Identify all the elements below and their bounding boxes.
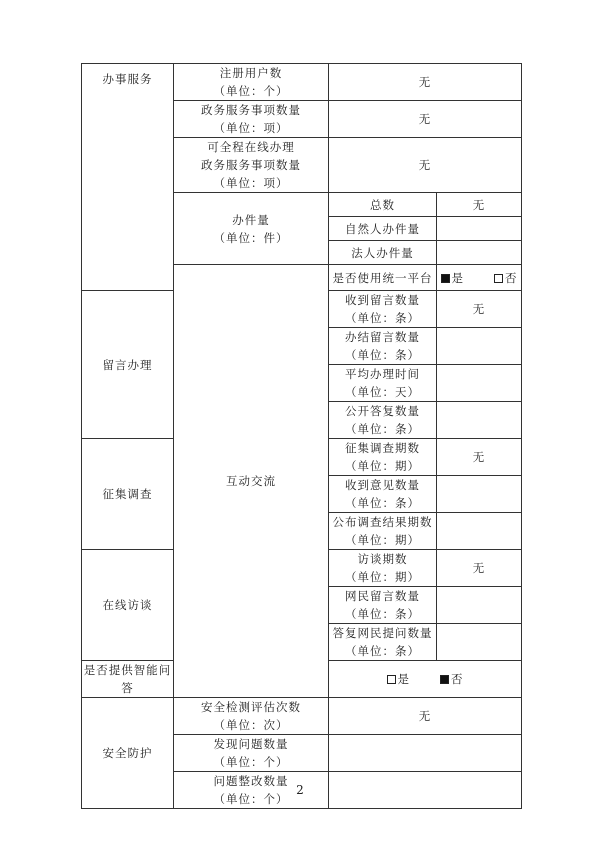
security-assessments-label: 安全检测评估次数 （单位：次）	[174, 698, 329, 735]
section-security: 安全防护	[82, 698, 174, 809]
volume-total-value: 无	[437, 193, 522, 217]
security-fixes-label: 问题整改数量 （单位：个）	[174, 772, 329, 809]
surveys-opinions-value	[437, 476, 522, 513]
surveys-opinions-label: 收到意见数量 （单位：条）	[329, 476, 437, 513]
interviews-messages-value	[437, 587, 522, 624]
interviews-replies-value	[437, 624, 522, 661]
interviews-periods-label: 访谈期数 （单位：期）	[329, 550, 437, 587]
volume-total-label: 总数	[329, 193, 437, 217]
interviews-replies-label: 答复网民提问数量 （单位：条）	[329, 624, 437, 661]
messages-public-replies-label: 公开答复数量 （单位：条）	[329, 402, 437, 439]
online-items-label: 可全程在线办理 政务服务事项数量 （单位：项）	[174, 138, 329, 193]
messages-public-replies-value	[437, 402, 522, 439]
online-items-value: 无	[329, 138, 522, 193]
volume-natural-label: 自然人办件量	[329, 217, 437, 241]
interviews-label: 在线访谈	[82, 550, 174, 661]
messages-received-value: 无	[437, 291, 522, 328]
surveys-label: 征集调查	[82, 439, 174, 550]
service-items-label: 政务服务事项数量 （单位：项）	[174, 101, 329, 138]
messages-closed-value	[437, 328, 522, 365]
volume-natural-value	[437, 217, 522, 241]
surveys-results-label: 公布调查结果期数 （单位：期）	[329, 513, 437, 550]
statistics-table	[81, 63, 522, 809]
messages-avg-time-value	[437, 365, 522, 402]
page-number: 2	[296, 783, 304, 797]
volume-legal-value	[437, 241, 522, 265]
service-items-value: 无	[329, 101, 522, 138]
volume-legal-label: 法人办件量	[329, 241, 437, 265]
surveys-periods-label: 征集调查期数 （单位：期）	[329, 439, 437, 476]
checkbox-checked-icon	[440, 675, 449, 684]
messages-closed-label: 办结留言数量 （单位：条）	[329, 328, 437, 365]
security-issues-value	[329, 735, 522, 772]
volume-label: 办件量 （单位：件）	[174, 193, 329, 265]
interviews-periods-value: 无	[437, 550, 522, 587]
unified-platform-label: 是否使用统一平台	[329, 265, 437, 291]
unified-platform-options: 是 否	[437, 265, 522, 291]
smart-qa-options: 是 否	[329, 661, 522, 698]
messages-avg-time-label: 平均办理时间 （单位：天）	[329, 365, 437, 402]
registered-users-value: 无	[329, 64, 522, 101]
checkbox-checked-icon	[441, 274, 450, 283]
messages-received-label: 收到留言数量 （单位：条）	[329, 291, 437, 328]
security-issues-label: 发现问题数量 （单位：个）	[174, 735, 329, 772]
section-interaction: 互动交流	[174, 265, 329, 698]
smart-qa-label: 是否提供智能问答	[82, 661, 174, 698]
checkbox-empty-icon	[387, 675, 396, 684]
registered-users-label: 注册用户数 （单位：个）	[174, 64, 329, 101]
security-assessments-value: 无	[329, 698, 522, 735]
section-service: 办事服务	[82, 64, 174, 291]
messages-label: 留言办理	[82, 291, 174, 439]
interviews-messages-label: 网民留言数量 （单位：条）	[329, 587, 437, 624]
surveys-periods-value: 无	[437, 439, 522, 476]
checkbox-empty-icon	[494, 274, 503, 283]
surveys-results-value	[437, 513, 522, 550]
